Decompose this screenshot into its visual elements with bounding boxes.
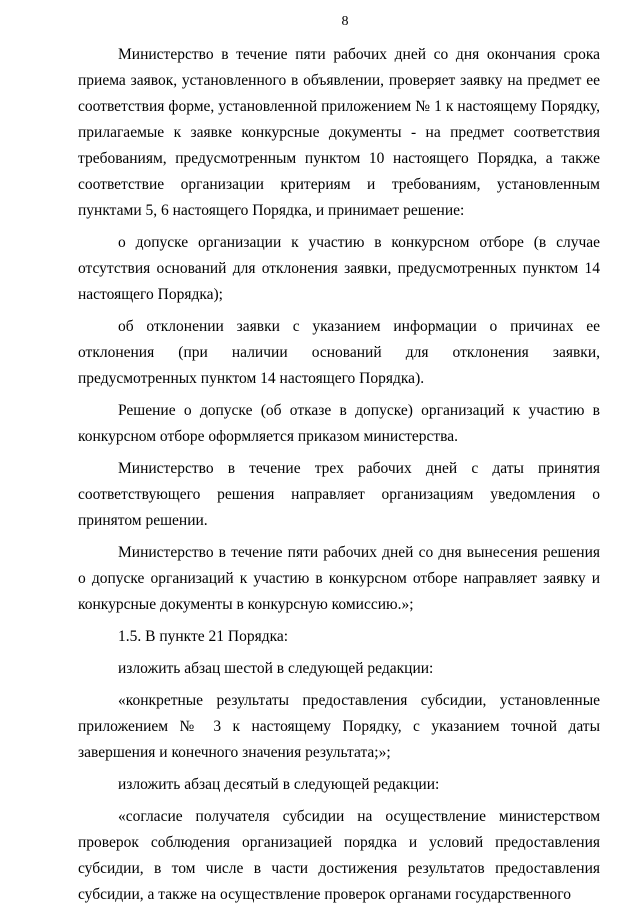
paragraph-consent: «согласие получателя субсидии на осуществление министерством проверок соблюдения организацией порядка и условий предоставления субсидии, в том числе в части достижения результатов предоставления субсидии, а также на осуществление проверок органами государственного	[78, 808, 600, 903]
page-number: 8	[341, 14, 349, 29]
paragraph-rejection: об отклонении заявки с указанием информации о причинах ее отклонения (при наличии оснований для отклонения заявки, предусмотренных пунктом 14 настоящего Порядка).	[78, 318, 600, 387]
paragraph-admission: о допуске организации к участию в конкурсном отборе (в случае отсутствия оснований для отклонения заявки, предусмотренных пунктом 14 настоящего Порядка);	[78, 234, 600, 303]
paragraph-sixth-paragraph: изложить абзац шестой в следующей редакции:	[118, 660, 434, 677]
paragraph-notification: Министерство в течение трех рабочих дней с даты принятия соответствующего решения направляет организациям уведомления о принятом решении.	[78, 460, 600, 529]
paragraph-commission: Министерство в течение пяти рабочих дней со дня вынесения решения о допуске организаций к участию в конкурсном отборе направляет заявку и конкурсные документы в конкурсную комиссию.»;	[78, 544, 600, 613]
paragraph-tenth-paragraph: изложить абзац десятый в следующей редакции:	[118, 776, 440, 793]
paragraph-ministry-review: Министерство в течение пяти рабочих дней со дня окончания срока приема заявок, установленного в объявлении, проверяет заявку на предмет ее соответствия форме, установленной приложением № 1 к настоящему Порядку, прилагаемые к заявке конкурсные документы - на предмет соответствия требованиям, предусмотренным пунктом 10 настоящего Порядка, а также соответствие организации критериям и требованиям, установленным пунктами 5, 6 настоящего Порядка, и принимает решение:	[78, 46, 600, 219]
paragraph-clause-1-5: 1.5. В пункте 21 Порядка:	[118, 628, 289, 645]
paragraph-decision-order: Решение о допуске (об отказе в допуске) организаций к участию в конкурсном отборе оформляется приказом министерства.	[78, 402, 600, 445]
paragraph-results: «конкретные результаты предоставления субсидии, установленные приложением № 3 к настоящему Порядку, с указанием точной даты завершения и конечного значения результата;»;	[78, 692, 600, 761]
